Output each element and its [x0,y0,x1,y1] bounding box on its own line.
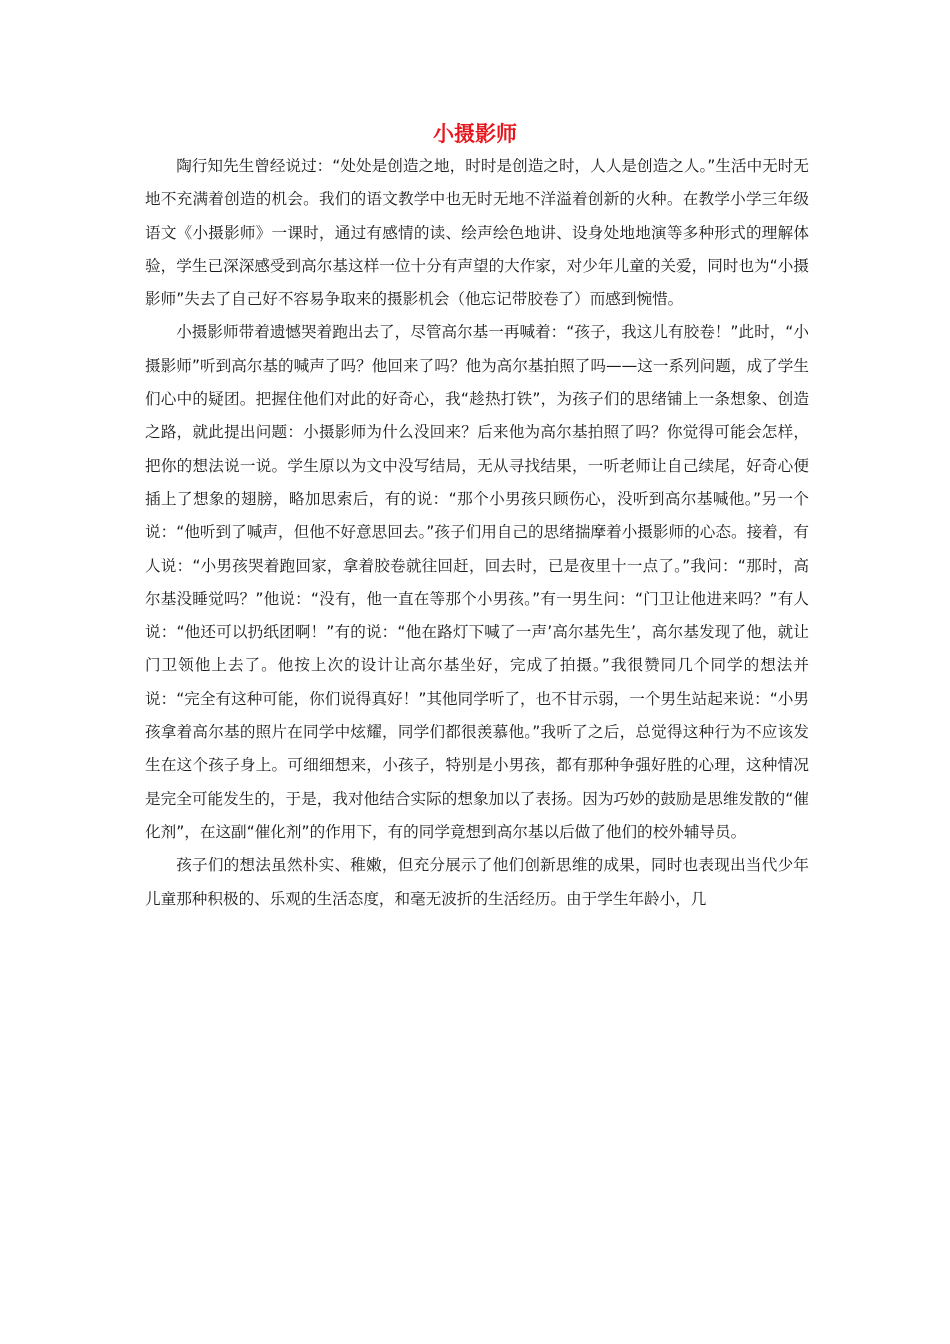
document-title: 小摄影师 [433,122,517,146]
paragraph-2: 小摄影师带着遗憾哭着跑出去了，尽管高尔基一再喊着：“孩子，我这儿有胶卷！”此时，“小摄影师”听到高尔基的喊声了吗？他回来了吗？他为高尔基拍照了吗——这一系列问题，成了学生们心中的疑团。把握住他们对此的好奇心，我“趁热打铁”，为孩子们的思绪铺上一条想象、创造之路，就此提出问题：小摄影师为什么没回来？后来他为高尔基拍照了吗？你觉得可能会怎样，把你的想法说一说。学生原以为文中没写结局，无从寻找结果，一听老师让自己续尾，好奇心便插上了想象的翅膀，略加思索后，有的说：“那个小男孩只顾伤心，没听到高尔基喊他。”另一个说：“他听到了喊声，但他不好意思回去。”孩子们用自己的思绪揣摩着小摄影师的心态。接着，有人说：“小男孩哭着跑回家，拿着胶卷就往回赶，回去时，已是夜里十一点了。”我问：“那时，高尔基没睡觉吗？”他说：“没有，他一直在等那个小男孩。”有一男生问：“门卫让他进来吗？”有人说：“他还可以扔纸团啊！”有的说：“他在路灯下喊了一声’高尔基先生’，高尔基发现了他，就让门卫领他上去了。他按上次的设计让高尔基坐好，完成了拍摄。”我很赞同几个同学的想法并说：“完全有这种可能，你们说得真好！”其他同学听了，也不甘示弱，一个男生站起来说：“小男孩拿着高尔基的照片在同学中炫耀，同学们都很羡慕他。”我听了之后，总觉得这种行为不应该发生在这个孩子身上。可细细想来，小孩子，特别是小男孩，都有那种争强好胜的心理，这种情况是完全可能发生的，于是，我对他结合实际的想象加以了表扬。因为巧妙的鼓励是思维发散的“催化剂”，在这副“催化剂”的作用下，有的同学竟想到高尔基以后做了他们的校外辅导员。 [145,323,809,841]
paragraph-1: 陶行知先生曾经说过：“处处是创造之地，时时是创造之时，人人是创造之人。”生活中无时无地不充满着创造的机会。我们的语文教学中也无时无地不洋溢着创新的火种。在教学小学三年级语文《小摄影师》一课时，通过有感情的读、绘声绘色地讲、设身处地地演等多种形式的理解体验，学生已深深感受到高尔基这样一位十分有声望的大作家，对少年儿童的关爱，同时也为“小摄影师”失去了自己好不容易争取来的摄影机会（他忘记带胶卷了）而感到惋惜。 [145,157,809,309]
document-body [145,150,809,916]
paragraph-3: 孩子们的想法虽然朴实、稚嫩，但充分展示了他们创新思维的成果，同时也表现出当代少年儿童那种积极的、乐观的生活态度，和毫无波折的生活经历。由于学生年龄小，几 [145,856,809,908]
